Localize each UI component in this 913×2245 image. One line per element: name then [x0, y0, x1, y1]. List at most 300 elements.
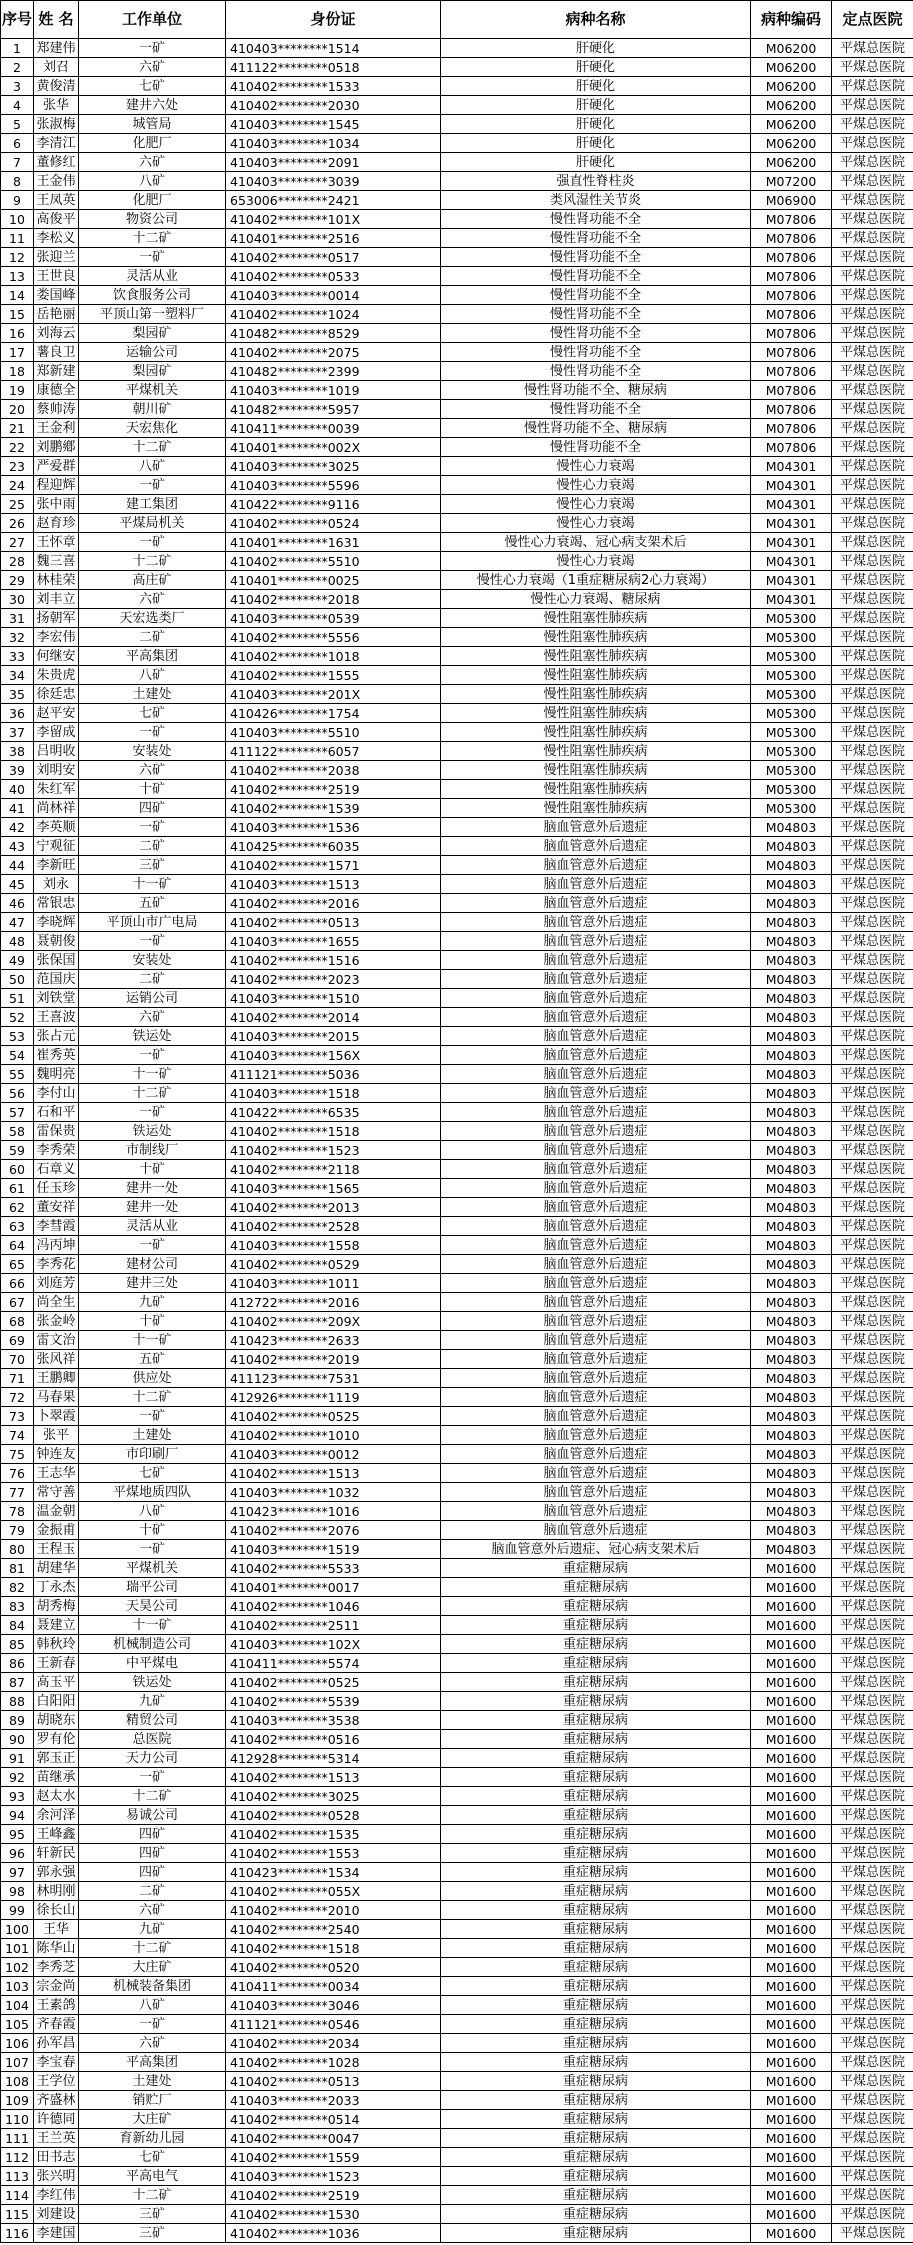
cell-name: 李宝春 — [34, 2053, 79, 2072]
cell-hospital: 平煤总医院 — [832, 362, 913, 381]
cell-seq: 54 — [1, 1046, 34, 1065]
cell-seq: 30 — [1, 590, 34, 609]
cell-work-unit: 十一矿 — [79, 1065, 226, 1084]
table-row — [1, 1654, 913, 1673]
cell-seq: 70 — [1, 1350, 34, 1369]
cell-disease-name: 慢性肾功能不全 — [441, 343, 751, 362]
cell-work-unit: 育新幼儿园 — [79, 2129, 226, 2148]
cell-hospital: 平煤总医院 — [832, 1996, 913, 2015]
cell-id-card: 410403********1519 — [226, 1540, 441, 1559]
cell-name: 薯良卫 — [34, 343, 79, 362]
table-row — [1, 2205, 913, 2224]
cell-hospital: 平煤总医院 — [832, 2167, 913, 2186]
table-row — [1, 267, 913, 286]
cell-work-unit: 灵活从业 — [79, 1217, 226, 1236]
cell-name: 范国庆 — [34, 970, 79, 989]
cell-seq: 108 — [1, 2072, 34, 2091]
cell-name: 金振甫 — [34, 1521, 79, 1540]
cell-disease-name: 慢性肾功能不全 — [441, 438, 751, 457]
cell-id-card: 410401********0025 — [226, 571, 441, 590]
table-row — [1, 495, 913, 514]
cell-disease-code: M07806 — [751, 362, 832, 381]
cell-work-unit: 六矿 — [79, 1008, 226, 1027]
cell-seq: 71 — [1, 1369, 34, 1388]
table-row — [1, 2186, 913, 2205]
cell-work-unit: 六矿 — [79, 58, 226, 77]
cell-work-unit: 饮食服务公司 — [79, 286, 226, 305]
cell-name: 雷文治 — [34, 1331, 79, 1350]
table-row — [1, 1274, 913, 1293]
cell-name: 林明刚 — [34, 1882, 79, 1901]
cell-disease-code: M05300 — [751, 761, 832, 780]
cell-disease-code: M04803 — [751, 1293, 832, 1312]
cell-seq: 75 — [1, 1445, 34, 1464]
cell-hospital: 平煤总医院 — [832, 381, 913, 400]
cell-hospital: 平煤总医院 — [832, 2053, 913, 2072]
cell-work-unit: 精贸公司 — [79, 1711, 226, 1730]
header-disease-name: 病种名称 — [441, 1, 751, 39]
cell-disease-name: 慢性肾功能不全 — [441, 324, 751, 343]
cell-hospital: 平煤总医院 — [832, 685, 913, 704]
cell-seq: 106 — [1, 2034, 34, 2053]
cell-id-card: 410402********2528 — [226, 1217, 441, 1236]
cell-hospital: 平煤总医院 — [832, 1977, 913, 1996]
cell-work-unit: 土建处 — [79, 685, 226, 704]
cell-disease-code: M01600 — [751, 2186, 832, 2205]
cell-disease-code: M01600 — [751, 1901, 832, 1920]
table-row — [1, 1483, 913, 1502]
cell-name: 尚林祥 — [34, 799, 79, 818]
cell-disease-name: 脑血管意外后遗症、冠心病支架术后 — [441, 1540, 751, 1559]
table-row — [1, 1160, 913, 1179]
cell-id-card: 410402********101X — [226, 210, 441, 229]
cell-work-unit: 平煤机关 — [79, 1559, 226, 1578]
cell-disease-code: M05300 — [751, 647, 832, 666]
cell-disease-name: 重症糖尿病 — [441, 1863, 751, 1882]
cell-seq: 34 — [1, 666, 34, 685]
table-row — [1, 628, 913, 647]
cell-seq: 91 — [1, 1749, 34, 1768]
cell-seq: 18 — [1, 362, 34, 381]
table-row — [1, 742, 913, 761]
cell-seq: 6 — [1, 134, 34, 153]
cell-disease-name: 重症糖尿病 — [441, 2015, 751, 2034]
cell-hospital: 平煤总医院 — [832, 2129, 913, 2148]
cell-hospital: 平煤总医院 — [832, 1825, 913, 1844]
cell-seq: 97 — [1, 1863, 34, 1882]
cell-disease-code: M01600 — [751, 1977, 832, 1996]
table-row — [1, 818, 913, 837]
cell-name: 张金岭 — [34, 1312, 79, 1331]
cell-id-card: 410402********0513 — [226, 2072, 441, 2091]
cell-seq: 80 — [1, 1540, 34, 1559]
cell-hospital: 平煤总医院 — [832, 723, 913, 742]
cell-name: 高俊平 — [34, 210, 79, 229]
cell-hospital: 平煤总医院 — [832, 970, 913, 989]
cell-name: 康德全 — [34, 381, 79, 400]
cell-seq: 104 — [1, 1996, 34, 2015]
cell-hospital: 平煤总医院 — [832, 267, 913, 286]
cell-disease-code: M04803 — [751, 1122, 832, 1141]
cell-seq: 78 — [1, 1502, 34, 1521]
cell-disease-name: 脑血管意外后遗症 — [441, 932, 751, 951]
cell-work-unit: 七矿 — [79, 2148, 226, 2167]
cell-disease-code: M04803 — [751, 1426, 832, 1445]
table-row — [1, 552, 913, 571]
cell-disease-code: M01600 — [751, 1711, 832, 1730]
cell-hospital: 平煤总医院 — [832, 1616, 913, 1635]
cell-disease-code: M04803 — [751, 1483, 832, 1502]
cell-hospital: 平煤总医院 — [832, 1198, 913, 1217]
cell-work-unit: 六矿 — [79, 153, 226, 172]
cell-disease-name: 重症糖尿病 — [441, 1920, 751, 1939]
cell-disease-code: M04803 — [751, 970, 832, 989]
table-row — [1, 1312, 913, 1331]
cell-work-unit: 建材公司 — [79, 1255, 226, 1274]
cell-hospital: 平煤总医院 — [832, 514, 913, 533]
cell-disease-name: 脑血管意外后遗症 — [441, 1388, 751, 1407]
cell-id-card: 410402********1559 — [226, 2148, 441, 2167]
cell-disease-name: 慢性肾功能不全 — [441, 305, 751, 324]
cell-disease-name: 重症糖尿病 — [441, 2110, 751, 2129]
cell-hospital: 平煤总医院 — [832, 210, 913, 229]
cell-name: 刘建设 — [34, 2205, 79, 2224]
cell-work-unit: 市印刷厂 — [79, 1445, 226, 1464]
cell-name: 胡晓东 — [34, 1711, 79, 1730]
cell-name: 吕明收 — [34, 742, 79, 761]
cell-id-card: 410402********3025 — [226, 1787, 441, 1806]
cell-id-card: 410403********1565 — [226, 1179, 441, 1198]
cell-work-unit: 天力公司 — [79, 1749, 226, 1768]
cell-disease-name: 慢性肾功能不全 — [441, 286, 751, 305]
table-row — [1, 457, 913, 476]
cell-disease-code: M01600 — [751, 2015, 832, 2034]
cell-seq: 52 — [1, 1008, 34, 1027]
cell-seq: 111 — [1, 2129, 34, 2148]
cell-id-card: 410423********2633 — [226, 1331, 441, 1350]
cell-disease-name: 重症糖尿病 — [441, 2224, 751, 2243]
cell-disease-name: 重症糖尿病 — [441, 1597, 751, 1616]
cell-work-unit: 一矿 — [79, 818, 226, 837]
cell-disease-name: 重症糖尿病 — [441, 1787, 751, 1806]
cell-disease-name: 脑血管意外后遗症 — [441, 894, 751, 913]
cell-name: 董修红 — [34, 153, 79, 172]
cell-disease-code: M04803 — [751, 1274, 832, 1293]
cell-id-card: 410402********2030 — [226, 96, 441, 115]
cell-work-unit: 一矿 — [79, 1768, 226, 1787]
cell-disease-code: M04803 — [751, 837, 832, 856]
cell-disease-name: 脑血管意外后遗症 — [441, 1350, 751, 1369]
cell-work-unit: 一矿 — [79, 248, 226, 267]
cell-disease-code: M01600 — [751, 2034, 832, 2053]
cell-id-card: 410402********0516 — [226, 1730, 441, 1749]
cell-disease-name: 慢性心力衰竭、糖尿病 — [441, 590, 751, 609]
table-row — [1, 1331, 913, 1350]
cell-seq: 93 — [1, 1787, 34, 1806]
cell-hospital: 平煤总医院 — [832, 1787, 913, 1806]
cell-disease-code: M01600 — [751, 1768, 832, 1787]
cell-hospital: 平煤总医院 — [832, 1844, 913, 1863]
cell-disease-name: 脑血管意外后遗症 — [441, 837, 751, 856]
cell-work-unit: 平顶山市广电局 — [79, 913, 226, 932]
cell-disease-name: 重症糖尿病 — [441, 1692, 751, 1711]
cell-hospital: 平煤总医院 — [832, 2110, 913, 2129]
table-row — [1, 381, 913, 400]
cell-work-unit: 十矿 — [79, 1521, 226, 1540]
cell-seq: 79 — [1, 1521, 34, 1540]
cell-disease-name: 重症糖尿病 — [441, 1559, 751, 1578]
cell-work-unit: 四矿 — [79, 1863, 226, 1882]
cell-name: 刘庭芳 — [34, 1274, 79, 1293]
cell-hospital: 平煤总医院 — [832, 628, 913, 647]
cell-seq: 51 — [1, 989, 34, 1008]
cell-hospital: 平煤总医院 — [832, 1065, 913, 1084]
cell-disease-code: M04803 — [751, 1008, 832, 1027]
cell-seq: 26 — [1, 514, 34, 533]
cell-disease-code: M07806 — [751, 305, 832, 324]
cell-disease-code: M01600 — [751, 1578, 832, 1597]
cell-hospital: 平煤总医院 — [832, 1768, 913, 1787]
cell-name: 卜翠霞 — [34, 1407, 79, 1426]
cell-name: 李建国 — [34, 2224, 79, 2243]
table-row — [1, 134, 913, 153]
cell-seq: 1 — [1, 39, 34, 58]
cell-id-card: 410482********2399 — [226, 362, 441, 381]
cell-disease-name: 重症糖尿病 — [441, 2148, 751, 2167]
cell-work-unit: 二矿 — [79, 837, 226, 856]
cell-id-card: 410402********5539 — [226, 1692, 441, 1711]
cell-disease-name: 重症糖尿病 — [441, 1616, 751, 1635]
cell-name: 郭玉正 — [34, 1749, 79, 1768]
cell-name: 宁观征 — [34, 837, 79, 856]
cell-id-card: 410403********3046 — [226, 1996, 441, 2015]
cell-disease-code: M01600 — [751, 2148, 832, 2167]
cell-hospital: 平煤总医院 — [832, 1540, 913, 1559]
cell-seq: 15 — [1, 305, 34, 324]
cell-work-unit: 十二矿 — [79, 438, 226, 457]
cell-hospital: 平煤总医院 — [832, 400, 913, 419]
cell-disease-code: M04301 — [751, 495, 832, 514]
cell-id-card: 412926********1119 — [226, 1388, 441, 1407]
cell-disease-name: 脑血管意外后遗症 — [441, 913, 751, 932]
cell-id-card: 410482********5957 — [226, 400, 441, 419]
cell-hospital: 平煤总医院 — [832, 1692, 913, 1711]
cell-id-card: 411123********7531 — [226, 1369, 441, 1388]
cell-seq: 109 — [1, 2091, 34, 2110]
cell-disease-code: M01600 — [751, 1806, 832, 1825]
cell-work-unit: 平顶山第一塑料厂 — [79, 305, 226, 324]
cell-disease-code: M01600 — [751, 1882, 832, 1901]
cell-name: 李英顺 — [34, 818, 79, 837]
table-row — [1, 533, 913, 552]
cell-disease-code: M04301 — [751, 552, 832, 571]
cell-id-card: 410403********5596 — [226, 476, 441, 495]
cell-disease-code: M01600 — [751, 2053, 832, 2072]
cell-seq: 72 — [1, 1388, 34, 1407]
cell-hospital: 平煤总医院 — [832, 533, 913, 552]
cell-disease-name: 慢性阻塞性肺疾病 — [441, 799, 751, 818]
cell-disease-code: M04301 — [751, 533, 832, 552]
cell-hospital: 平煤总医院 — [832, 1559, 913, 1578]
cell-seq: 38 — [1, 742, 34, 761]
table-row — [1, 1844, 913, 1863]
cell-seq: 107 — [1, 2053, 34, 2072]
table-row — [1, 571, 913, 590]
cell-disease-name: 肝硬化 — [441, 77, 751, 96]
cell-id-card: 410401********1631 — [226, 533, 441, 552]
cell-disease-code: M01600 — [751, 1673, 832, 1692]
cell-hospital: 平煤总医院 — [832, 1673, 913, 1692]
cell-name: 常银忠 — [34, 894, 79, 913]
cell-work-unit: 天宏焦化 — [79, 419, 226, 438]
cell-id-card: 410403********0539 — [226, 609, 441, 628]
table-row — [1, 476, 913, 495]
cell-seq: 33 — [1, 647, 34, 666]
cell-disease-code: M01600 — [751, 2167, 832, 2186]
cell-id-card: 410402********2519 — [226, 2186, 441, 2205]
cell-hospital: 平煤总医院 — [832, 1426, 913, 1445]
cell-seq: 8 — [1, 172, 34, 191]
cell-hospital: 平煤总医院 — [832, 1806, 913, 1825]
cell-name: 郑建伟 — [34, 39, 79, 58]
cell-name: 张保国 — [34, 951, 79, 970]
cell-name: 雷保贵 — [34, 1122, 79, 1141]
cell-work-unit: 一矿 — [79, 1103, 226, 1122]
cell-seq: 81 — [1, 1559, 34, 1578]
cell-disease-code: M04301 — [751, 514, 832, 533]
cell-name: 刘鹏鄕 — [34, 438, 79, 457]
cell-name: 胡秀梅 — [34, 1597, 79, 1616]
table-row — [1, 1711, 913, 1730]
cell-name: 齐盛林 — [34, 2091, 79, 2110]
table-row — [1, 2072, 913, 2091]
cell-disease-name: 重症糖尿病 — [441, 1806, 751, 1825]
cell-disease-name: 慢性阻塞性肺疾病 — [441, 666, 751, 685]
cell-hospital: 平煤总医院 — [832, 837, 913, 856]
table-row — [1, 115, 913, 134]
table-row — [1, 2224, 913, 2243]
cell-hospital: 平煤总医院 — [832, 58, 913, 77]
cell-hospital: 平煤总医院 — [832, 590, 913, 609]
cell-id-card: 410423********1016 — [226, 1502, 441, 1521]
cell-disease-code: M01600 — [751, 1996, 832, 2015]
cell-disease-name: 重症糖尿病 — [441, 1654, 751, 1673]
cell-name: 张风祥 — [34, 1350, 79, 1369]
cell-disease-name: 脑血管意外后遗症 — [441, 1521, 751, 1540]
cell-id-card: 410411********0039 — [226, 419, 441, 438]
cell-name: 张淑梅 — [34, 115, 79, 134]
cell-seq: 61 — [1, 1179, 34, 1198]
cell-seq: 23 — [1, 457, 34, 476]
cell-seq: 39 — [1, 761, 34, 780]
table-row — [1, 1749, 913, 1768]
table-row — [1, 191, 913, 210]
cell-work-unit: 大庄矿 — [79, 1958, 226, 1977]
cell-hospital: 平煤总医院 — [832, 134, 913, 153]
table-row — [1, 1179, 913, 1198]
table-row — [1, 1939, 913, 1958]
cell-work-unit: 十二矿 — [79, 1388, 226, 1407]
cell-work-unit: 九矿 — [79, 1920, 226, 1939]
cell-disease-code: M04803 — [751, 1179, 832, 1198]
cell-name: 何继安 — [34, 647, 79, 666]
cell-disease-code: M06200 — [751, 134, 832, 153]
cell-hospital: 平煤总医院 — [832, 1483, 913, 1502]
cell-disease-code: M04803 — [751, 989, 832, 1008]
cell-work-unit: 五矿 — [79, 1350, 226, 1369]
cell-hospital: 平煤总医院 — [832, 2205, 913, 2224]
cell-seq: 16 — [1, 324, 34, 343]
cell-work-unit: 五矿 — [79, 894, 226, 913]
cell-work-unit: 六矿 — [79, 2034, 226, 2053]
table-row — [1, 1122, 913, 1141]
cell-hospital: 平煤总医院 — [832, 932, 913, 951]
table-row — [1, 39, 913, 58]
cell-disease-name: 慢性阻塞性肺疾病 — [441, 628, 751, 647]
cell-hospital: 平煤总医院 — [832, 2224, 913, 2243]
cell-disease-code: M04301 — [751, 476, 832, 495]
cell-name: 罗有伦 — [34, 1730, 79, 1749]
cell-work-unit: 十二矿 — [79, 2186, 226, 2205]
cell-hospital: 平煤总医院 — [832, 1217, 913, 1236]
cell-name: 张占元 — [34, 1027, 79, 1046]
table-row — [1, 400, 913, 419]
cell-disease-name: 重症糖尿病 — [441, 1711, 751, 1730]
cell-seq: 10 — [1, 210, 34, 229]
cell-work-unit: 一矿 — [79, 476, 226, 495]
cell-hospital: 平煤总医院 — [832, 1749, 913, 1768]
cell-name: 郑新建 — [34, 362, 79, 381]
cell-name: 田书志 — [34, 2148, 79, 2167]
cell-name: 王华 — [34, 1920, 79, 1939]
cell-work-unit: 八矿 — [79, 666, 226, 685]
cell-seq: 31 — [1, 609, 34, 628]
cell-disease-code: M07806 — [751, 229, 832, 248]
cell-hospital: 平煤总医院 — [832, 666, 913, 685]
cell-name: 朱贵虎 — [34, 666, 79, 685]
cell-disease-code: M01600 — [751, 1958, 832, 1977]
cell-disease-name: 脑血管意外后遗症 — [441, 875, 751, 894]
cell-seq: 55 — [1, 1065, 34, 1084]
cell-id-card: 410403********1545 — [226, 115, 441, 134]
cell-id-card: 410402********055X — [226, 1882, 441, 1901]
cell-name: 丁永杰 — [34, 1578, 79, 1597]
cell-seq: 115 — [1, 2205, 34, 2224]
header-id-card: 身份证 — [226, 1, 441, 39]
table-row — [1, 1977, 913, 1996]
cell-id-card: 410402********0517 — [226, 248, 441, 267]
cell-id-card: 410403********3039 — [226, 172, 441, 191]
cell-seq: 58 — [1, 1122, 34, 1141]
cell-hospital: 平煤总医院 — [832, 1654, 913, 1673]
cell-hospital: 平煤总医院 — [832, 1160, 913, 1179]
cell-id-card: 410402********0528 — [226, 1806, 441, 1825]
cell-hospital: 平煤总医院 — [832, 1711, 913, 1730]
cell-seq: 24 — [1, 476, 34, 495]
cell-disease-name: 脑血管意外后遗症 — [441, 989, 751, 1008]
cell-disease-name: 重症糖尿病 — [441, 1730, 751, 1749]
cell-name: 张兴明 — [34, 2167, 79, 2186]
cell-work-unit: 建井三处 — [79, 1274, 226, 1293]
cell-work-unit: 平高集团 — [79, 647, 226, 666]
cell-work-unit: 销贮厂 — [79, 2091, 226, 2110]
cell-disease-code: M04803 — [751, 1464, 832, 1483]
cell-disease-name: 慢性阻塞性肺疾病 — [441, 761, 751, 780]
cell-disease-name: 脑血管意外后遗症 — [441, 1274, 751, 1293]
cell-work-unit: 铁运处 — [79, 1027, 226, 1046]
cell-id-card: 410403********201X — [226, 685, 441, 704]
cell-disease-name: 肝硬化 — [441, 58, 751, 77]
